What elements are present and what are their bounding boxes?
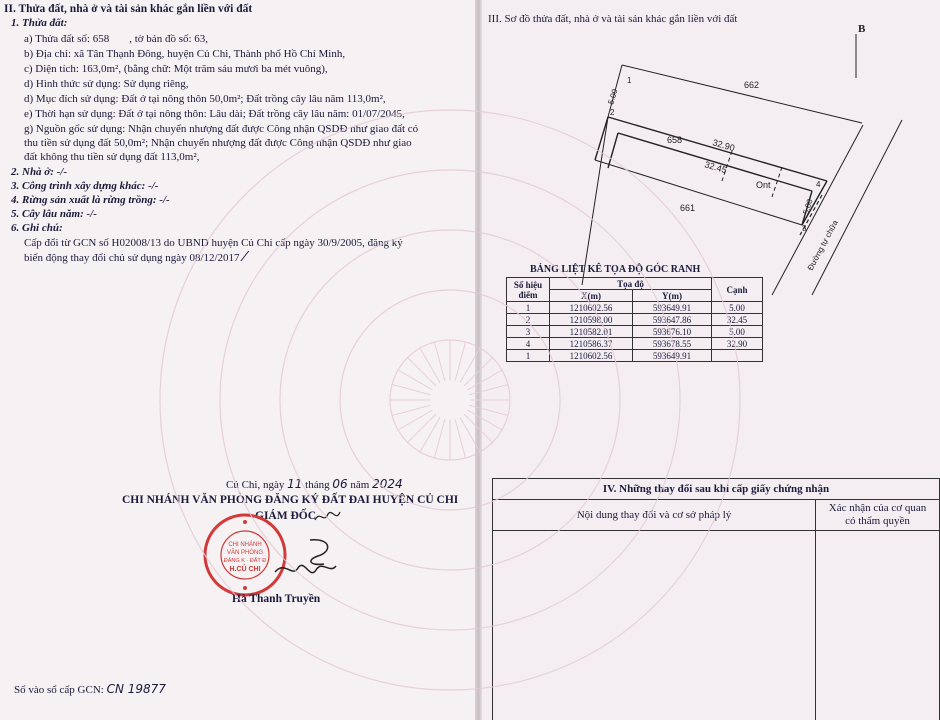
- coord-cell-edge: 32.90: [712, 338, 763, 350]
- coord-cell-x: 1210582.01: [550, 326, 633, 338]
- changes-content-cell: [493, 531, 816, 720]
- right-page: [482, 0, 940, 720]
- coord-header-coord: Tọa độ: [550, 278, 712, 290]
- svg-text:ĐĂNG K · ĐẤT Đ: ĐĂNG K · ĐẤT Đ: [223, 558, 267, 564]
- signer-name: Hà Thanh Truyền: [232, 593, 321, 605]
- vertex-2: 2: [610, 108, 615, 117]
- coord-cell-p: 4: [507, 338, 550, 350]
- coordinate-table: [506, 277, 763, 362]
- coord-cell-p: 1: [507, 350, 550, 362]
- coord-cell-x: 1210602.56: [550, 350, 633, 362]
- dim-bottom-label: 32.45: [703, 159, 728, 176]
- coord-cell-x: 1210602.56: [550, 302, 633, 314]
- changes-confirm-cell: [816, 531, 940, 720]
- coord-cell-y: 593649.91: [633, 302, 712, 314]
- section-title-land: II. Thửa đất, nhà ở và tài sản khác gắn liền với đất: [4, 3, 253, 15]
- usage-term-line: e) Thời hạn sử dụng: Đất ở tại nông thôn: Lâu dài; Đất trồng cây lâu năm: 01/07/2045,: [24, 108, 405, 120]
- coord-row: [507, 314, 763, 326]
- note-line-1: Cấp đổi từ GCN số H02008/13 do UBND huyện Củ Chi cấp ngày 30/9/2005, đăng ký: [24, 237, 403, 249]
- coord-table-title: BẢNG LIỆT KÊ TỌA ĐỘ GÓC RANH: [530, 264, 701, 275]
- coord-row: [507, 326, 763, 338]
- changes-title: IV. Những thay đổi sau khi cấp giấy chứng nhận: [493, 479, 940, 500]
- coord-cell-edge: 32.45: [712, 314, 763, 326]
- dim-top-label: 32.90: [711, 137, 736, 154]
- coord-row: [507, 302, 763, 314]
- land-parcel-heading: 1. Thửa đất:: [11, 17, 68, 29]
- dim-right-label: 5.00: [801, 198, 815, 216]
- svg-text:H.CỦ CHI: H.CỦ CHI: [229, 566, 261, 573]
- section-title-map: III. Sơ đồ thửa đất, nhà ở và tài sản khác gắn liền với đất: [488, 13, 738, 25]
- usage-form-line: d) Hình thức sử dụng: Sử dụng riêng,: [24, 78, 189, 90]
- changes-col-confirm: Xác nhận của cơ quan có thẩm quyền: [816, 500, 940, 531]
- dim-left-label: 5.00: [606, 88, 620, 106]
- changes-col-content: Nội dung thay đổi và cơ sở pháp lý: [493, 500, 816, 531]
- coord-header-edge: Cạnh: [712, 278, 763, 302]
- signature-icon: [270, 530, 340, 590]
- parcel-661-label: 661: [680, 203, 696, 213]
- serial-number: Số vào sổ cấp GCN: CN 19877: [14, 682, 166, 696]
- coord-header-x: X(m): [550, 290, 633, 302]
- origin-line-2: thu tiền sử dụng đất 50,0m²; Nhận chuyển nhượng đất được Công nhận QSDĐ như giao: [24, 137, 412, 149]
- usage-purpose-line: d) Mục đích sử dụng: Đất ở tại nông thôn 50,0m²; Đất trồng cây lâu năm 113,0m²,: [24, 93, 386, 105]
- origin-line-1: g) Nguồn gốc sử dụng: Nhận chuyển nhượng đất được Công nhận QSDĐ như giao đất có: [24, 123, 419, 135]
- vertex-4: 4: [816, 180, 821, 189]
- coord-cell-edge: 5.00: [712, 326, 763, 338]
- coord-cell-y: 593649.91: [633, 350, 712, 362]
- perennial-heading: 5. Cây lâu năm: -/-: [11, 208, 97, 220]
- parcel-658-label: 658: [667, 135, 683, 145]
- svg-text:VĂN PHÒNG: VĂN PHÒNG: [226, 550, 264, 556]
- other-construction-heading: 3. Công trình xây dựng khác: -/-: [11, 180, 159, 192]
- page-fold: [475, 0, 482, 720]
- address-line: b) Địa chỉ: xã Tân Thạnh Đông, huyện Củ Chi, Thành phố Hồ Chí Minh,: [24, 48, 346, 60]
- coord-header-point: Số hiệu điểm: [507, 278, 550, 302]
- coord-cell-y: 593647.86: [633, 314, 712, 326]
- issuing-agency: CHI NHÁNH VĂN PHÒNG ĐĂNG KÝ ĐẤT ĐAI HUYỆN CỦ CHI: [122, 494, 459, 506]
- changes-table: [492, 478, 940, 720]
- coord-cell-p: 2: [507, 314, 550, 326]
- coord-row: [507, 338, 763, 350]
- coord-cell-p: 3: [507, 326, 550, 338]
- house-heading: 2. Nhà ở: -/-: [11, 166, 68, 178]
- notes-heading: 6. Ghi chú:: [11, 222, 63, 234]
- parcel-662-label: 662: [744, 80, 760, 90]
- place-date: Củ Chi, ngày 11 tháng 06 năm 2024: [226, 477, 403, 491]
- parcel-number: a) Thửa đất số: 658 , tờ bản đồ số: 63,: [24, 33, 209, 45]
- director-title: GIÁM ĐỐC: [255, 510, 317, 522]
- road-label: Đường tự chữa: [805, 218, 840, 272]
- origin-line-3: đất không thu tiền sử dụng đất 113,0m²,: [24, 151, 200, 163]
- coord-cell-p: 1: [507, 302, 550, 314]
- svg-text:CHI NHÁNH: CHI NHÁNH: [228, 542, 262, 548]
- note-line-2: biến động thay đổi chủ sử dụng ngày 08/12/2017 ⁄: [24, 250, 246, 265]
- svg-text:B: B: [858, 23, 866, 35]
- coord-cell-edge: 5.00: [712, 302, 763, 314]
- coord-cell-x: 1210598.00: [550, 314, 633, 326]
- coord-cell-edge: [712, 350, 763, 362]
- coord-cell-y: 593678.55: [633, 338, 712, 350]
- land-type-label: Ont: [756, 180, 771, 190]
- area-line: c) Diện tích: 163,0m², (bằng chữ: Một trăm sáu mươi ba mét vuông),: [24, 63, 328, 75]
- forest-heading: 4. Rừng sản xuất là rừng trồng: -/-: [11, 194, 170, 206]
- coord-header-y: Y(m): [633, 290, 712, 302]
- coord-row: [507, 350, 763, 362]
- vertex-3: 3: [802, 224, 807, 233]
- coord-cell-x: 1210586.37: [550, 338, 633, 350]
- vertex-1: 1: [627, 76, 632, 85]
- coord-cell-y: 593676.10: [633, 326, 712, 338]
- initials-icon: [312, 506, 342, 526]
